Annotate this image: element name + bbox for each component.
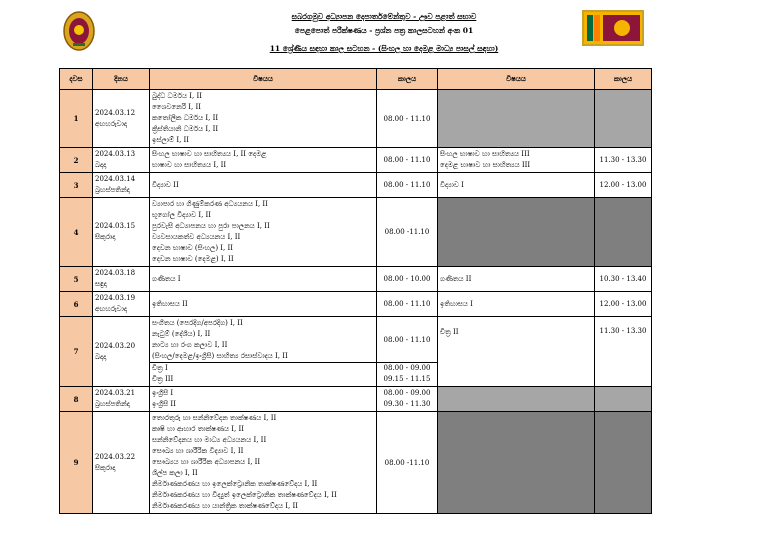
col-header-subject: විෂයය	[150, 69, 377, 90]
empty-cell	[595, 387, 652, 412]
table-row	[60, 267, 652, 292]
time-cell-2: 11.30 - 13.30	[595, 148, 652, 173]
time-cell-2: 10.30 - 13.40	[595, 267, 652, 292]
table-row	[60, 148, 652, 173]
day-number: 8	[60, 387, 93, 412]
subject-list-2: ගණිතය II	[438, 267, 595, 292]
date-cell: 2024.03.22 සිකුරාදා	[93, 412, 150, 514]
date-cell: 2024.03.13 බදාදා	[93, 148, 150, 173]
day-number: 6	[60, 292, 93, 317]
day-number: 1	[60, 90, 93, 148]
day-number: 7	[60, 317, 93, 387]
subject-list: තොරතුරු හා සන්නිවේදන තාක්ෂණය I, II කෘෂි හා ආහාර තාක්ෂණය I, II සන්නිවේදනය හා මාධ්‍ය අධ්‍යයනය I, II සෞඛ්‍ය හා ශාරීරික විද්‍යාව I, II සෞඛ්‍යය හා ශාරීරික අධ්‍යාපනය I, II ශිල්ප කලා I, II නිර්මාණකරණය හා ඉලෙක්ට්‍රොනික තාක්ෂණවේදය I, II නිර්මාණකරණය හා විද්‍යුත් ඉලෙක්ට්‍රොනික තාක්ෂණවේදය I, II නිර්මාණකරණය හා යාන්ත්‍රික තාක්ෂණවේදය I, II	[150, 412, 377, 514]
subject-list-2: සිංහල භාෂාව හා සාහිත්‍යය III දෙමළ භාෂාව හා සාහිත්‍යය III	[438, 148, 595, 173]
table-header-row	[60, 69, 652, 90]
date-cell: 2024.03.14 බ්‍රහස්පතින්දා	[93, 173, 150, 198]
col-header-subject-2: විෂයය	[438, 69, 595, 90]
day-number: 5	[60, 267, 93, 292]
table-row	[60, 292, 652, 317]
day-number: 4	[60, 198, 93, 267]
subject-list-2: ඉතිහාසය I	[438, 292, 595, 317]
subject-list: සිංහල භාෂාව හා සාහිත්‍යය I, II දෙමළ භාෂාව හා සාහිත්‍යය I, II	[150, 148, 377, 173]
subject-list-2: විද්‍යාව I	[438, 173, 595, 198]
date-cell: 2024.03.21 බ්‍රහස්පතින්දා	[93, 387, 150, 412]
time-cell: 08.00 - 11.10	[377, 148, 438, 173]
col-header-time: කාලය	[377, 69, 438, 90]
col-header-day: දවස	[60, 69, 93, 90]
time-cell: 08.00 - 11.10	[377, 292, 438, 317]
header-line-2: පෙළපොත් පරීක්ෂණය - ප්‍රශ්න පත්‍ර කාලසටහන් අංක 01	[294, 26, 474, 35]
subject-list: විද්‍යාව II	[150, 173, 377, 198]
date-cell: 2024.03.15 සිකුරාදා	[93, 198, 150, 267]
time-cell: 08.00 - 09.00 09.30 - 11.30	[377, 387, 438, 412]
table-row	[60, 198, 652, 267]
time-cell: 08.00 - 11.10	[377, 90, 438, 148]
subject-list: සංගීතය (පෙරදිග/අපරදිග) I, II නැටුම් (දේශීය) I, II නාට්‍ය හා රංග කලාව I, II (සිංහල/දෙමළ/ඉංග්‍රීසි) සාහිත්‍ය රසාස්වාදය I, II චිත්‍ර I චිත්‍ර III	[150, 317, 377, 387]
empty-cell	[438, 198, 595, 267]
table-row	[60, 90, 652, 148]
time-cell: 08.00 - 11.10 08.00 - 09.00 09.15 - 11.15	[377, 317, 438, 387]
time-cell: 08.00 -11.10	[377, 412, 438, 514]
date-cell: 2024.03.18 සඳුදා	[93, 267, 150, 292]
day-number: 2	[60, 148, 93, 173]
time-cell: 08.00 - 11.10	[377, 173, 438, 198]
col-header-time-2: කාලය	[595, 69, 652, 90]
empty-cell	[595, 198, 652, 267]
subject-list-2: චිත්‍ර II	[438, 317, 595, 387]
subject-list: ව්‍යාපාර හා ගිණුම්කරණ අධ්‍යයනය I, II භූගෝල විද්‍යාව I, II පුරවැසි අධ්‍යාපනය හා පුරා පාලනය I, II ව්‍යවසායකත්ව අධ්‍යයනය I, II දෙවන භාෂාව (සිංහල) I, II දෙවන භාෂාව (දෙමළ) I, II	[150, 198, 377, 267]
table-row	[60, 387, 652, 412]
col-header-date: දිනය	[93, 69, 150, 90]
table-row	[60, 412, 652, 514]
empty-cell	[438, 90, 595, 148]
date-cell: 2024.03.19 අඟහරුවාදා	[93, 292, 150, 317]
time-cell-2: 11.30 - 13.30	[595, 317, 652, 387]
header-line-3: 11 ශ්‍රේණිය සඳහා කාල සටහන - (සිංහල හා දෙමළ මාධ්‍ය පාසල් සඳහා)	[269, 44, 499, 53]
date-cell: 2024.03.20 බදාදා	[93, 317, 150, 387]
time-cell-2: 12.00 - 13.00	[595, 292, 652, 317]
day-number: 3	[60, 173, 93, 198]
subject-list: බුද්ධ ධර්මය I, II ශෛවනෙරි I, II කතෝලික ධර්මය I, II ක්‍රිස්තියානි ධර්මය I, II ඉස්ලාම් I, II	[150, 90, 377, 148]
empty-cell	[438, 412, 595, 514]
empty-cell	[438, 387, 595, 412]
subject-list: ඉංග්‍රීසි I ඉංග්‍රීසි II	[150, 387, 377, 412]
time-cell-2: 12.00 - 13.00	[595, 173, 652, 198]
header-line-1: සබරගමුව අධ්‍යාපන දෙපාර්තමේන්තුව - ඌව පළාත් සභාව	[291, 12, 477, 21]
subject-list: ගණිතය I	[150, 267, 377, 292]
time-cell: 08.00 - 10.00	[377, 267, 438, 292]
empty-cell	[595, 90, 652, 148]
document-header	[0, 0, 768, 60]
time-cell: 08.00 -11.10	[377, 198, 438, 267]
subject-list: ඉතිහාසය II	[150, 292, 377, 317]
date-cell: 2024.03.12 අඟහරුවාදා	[93, 90, 150, 148]
timetable	[59, 68, 652, 514]
table-row	[60, 317, 652, 387]
sri-lanka-flag-icon	[582, 10, 644, 46]
empty-cell	[595, 412, 652, 514]
day-number: 9	[60, 412, 93, 514]
table-row	[60, 173, 652, 198]
